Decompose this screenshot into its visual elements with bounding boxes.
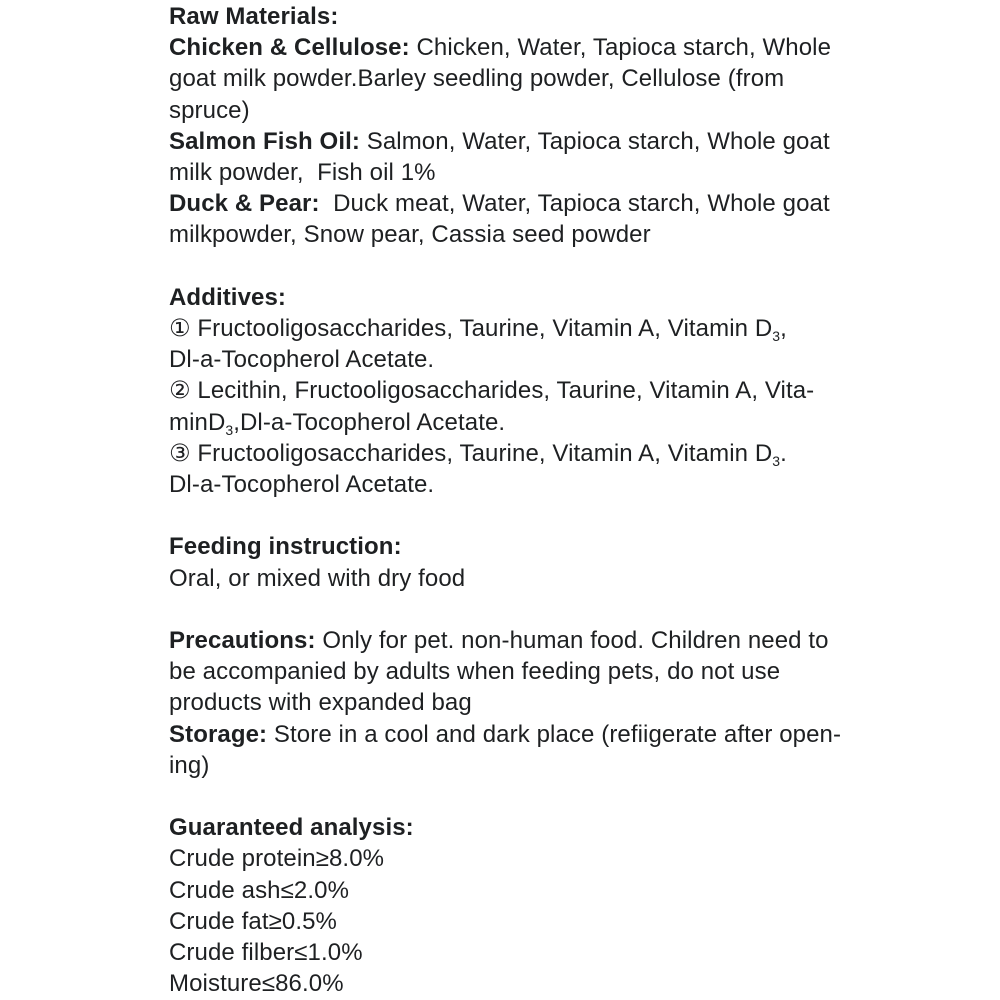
text-segment: minD (169, 408, 226, 436)
text-segment: Duck meat, Water, Tapioca starch, Whole goat (319, 190, 830, 218)
text-line (169, 282, 869, 313)
section-feeding-instruction (169, 531, 869, 593)
text-line (169, 469, 869, 500)
text-segment: Only for pet. non-human food. Children need to (315, 627, 829, 655)
text-segment: Crude filber≤1.0% (169, 939, 363, 967)
text-line (169, 875, 869, 906)
label-term: Storage: (169, 720, 268, 748)
text-segment: ① Fructooligosaccharides, Taurine, Vitamin A, Vitamin D (169, 315, 773, 343)
text-segment: . (780, 439, 787, 467)
product-label-text (169, 1, 869, 999)
text-line (169, 32, 869, 63)
text-line (169, 219, 869, 250)
text-line (169, 188, 869, 219)
label-term: Additives: (169, 283, 287, 311)
label-term: Precautions: (169, 627, 316, 655)
text-segment: ③ Fructooligosaccharides, Taurine, Vitamin A, Vitamin D (169, 439, 773, 467)
text-line (169, 407, 869, 438)
subscript: 3 (772, 452, 781, 469)
text-segment: products with expanded bag (169, 689, 472, 717)
text-line (169, 906, 869, 937)
text-line (169, 344, 869, 375)
text-segment: be accompanied by adults when feeding pets, do not use (169, 658, 781, 686)
label-term: Guaranteed analysis: (169, 814, 414, 842)
text-segment: Crude fat≥0.5% (169, 907, 337, 935)
text-segment: milk powder, Fish oil 1% (169, 159, 436, 187)
text-segment: Crude ash≤2.0% (169, 876, 350, 904)
text-line (169, 126, 869, 157)
text-line (169, 1, 869, 32)
text-line (169, 375, 869, 406)
text-line (169, 63, 869, 94)
text-segment: Chicken, Water, Tapioca starch, Whole (409, 34, 832, 62)
text-line (169, 563, 869, 594)
text-line (169, 95, 869, 126)
text-line (169, 968, 869, 999)
text-segment: Crude protein≥8.0% (169, 845, 385, 873)
label-term: Duck & Pear: (169, 190, 320, 218)
text-line (169, 687, 869, 718)
text-line (169, 843, 869, 874)
text-segment: spruce) (169, 96, 250, 124)
text-segment: , (780, 315, 787, 343)
section-raw-materials (169, 1, 869, 251)
text-line (169, 531, 869, 562)
text-segment: ,Dl-a-Tocopherol Acetate. (233, 408, 506, 436)
text-segment: ② Lecithin, Fructooligosaccharides, Taurine, Vitamin A, Vita- (169, 377, 815, 405)
text-line (169, 937, 869, 968)
text-line (169, 812, 869, 843)
text-line (169, 719, 869, 750)
text-segment: Oral, or mixed with dry food (169, 564, 466, 592)
text-segment: Salmon, Water, Tapioca starch, Whole goat (359, 127, 830, 155)
text-line (169, 625, 869, 656)
text-line (169, 750, 869, 781)
label-term: Chicken & Cellulose: (169, 34, 410, 62)
text-segment: goat milk powder.Barley seedling powder, Cellulose (from (169, 65, 785, 93)
text-line (169, 438, 869, 469)
label-term: Feeding instruction: (169, 533, 402, 561)
label-term: Salmon Fish Oil: (169, 127, 360, 155)
text-segment: milkpowder, Snow pear, Cassia seed powder (169, 221, 651, 249)
text-segment: Moisture≤86.0% (169, 970, 344, 998)
label-term: Raw Materials: (169, 3, 339, 30)
text-segment: Dl-a-Tocopherol Acetate. (169, 471, 435, 499)
section-guaranteed-analysis (169, 812, 869, 999)
section-additives (169, 282, 869, 500)
text-segment: ing) (169, 751, 210, 779)
text-line (169, 313, 869, 344)
subscript: 3 (772, 328, 781, 345)
text-segment: Dl-a-Tocopherol Acetate. (169, 346, 435, 374)
text-line (169, 157, 869, 188)
text-segment: Store in a cool and dark place (refiigerate after open- (267, 720, 842, 748)
section-precautions-storage (169, 625, 869, 781)
text-line (169, 656, 869, 687)
subscript: 3 (225, 421, 234, 438)
